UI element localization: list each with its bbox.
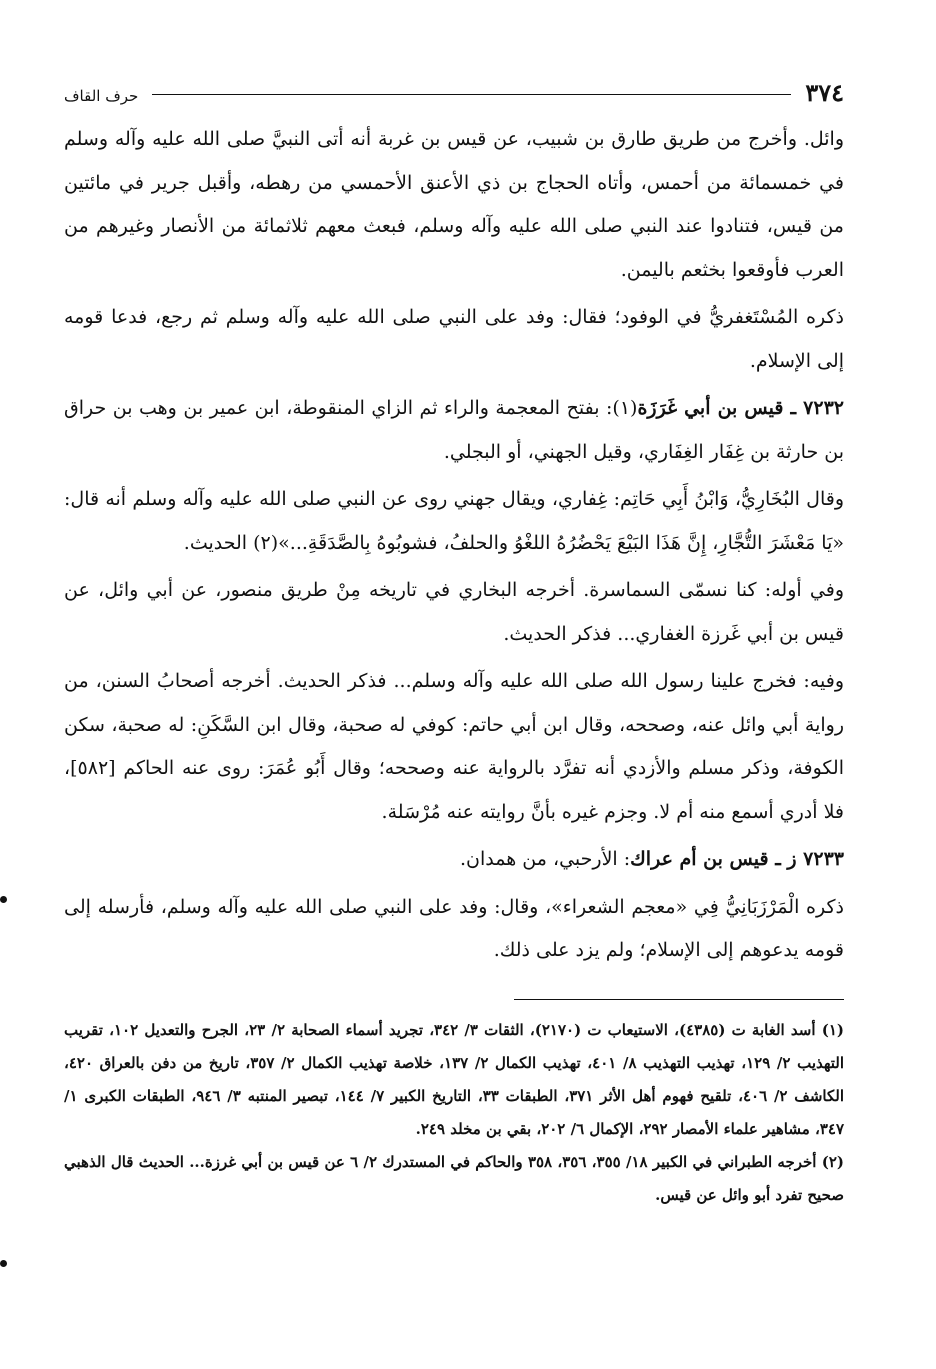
footnote bbox=[64, 1014, 844, 1146]
page-header bbox=[64, 78, 844, 112]
entry-heading: ٧٢٣٣ ز ـ قيس بن أم عراك bbox=[630, 848, 844, 870]
footnote-number: (٢) bbox=[821, 1152, 845, 1171]
paragraph bbox=[64, 478, 844, 565]
paragraph bbox=[64, 296, 844, 383]
footnotes bbox=[64, 1014, 844, 1212]
footnote-rule bbox=[514, 999, 844, 1000]
paragraph-text: وقال البُخَارِيُّ، وَابْنُ أَبِي حَاتِم: غِفاري، ويقال جهني روى عن النبي صلى الله عليه وآله وسلم أنه قال: «يَا مَعْشَرَ التُّجَّارِ، إِنَّ هَذَا البَيْعَ يَحْضُرُهُ اللغْوُ والحلفُ، فشوبُوهُ بِالصَّدَقَةِ...»(٢) الحديث. bbox=[64, 488, 845, 554]
running-title: حرف القاف bbox=[64, 87, 139, 105]
footnote-text: أخرجه الطبراني في الكبير ١٨/ ٣٥٥، ٣٥٦، ٣٥٨ والحاكم في المستدرك ٢/ ٦ عن قيس بن أبي غرزة... الحديث قال الذهبي صحيح تفرد أبو وائل عن قيس. bbox=[64, 1152, 844, 1204]
paragraph bbox=[64, 886, 844, 973]
entry-heading: ٧٢٣٢ ـ قيس بن أبي غَرَزَة bbox=[637, 397, 844, 419]
paragraph-text: وفيه: فخرج علينا رسول الله صلى الله عليه وآله وسلم... فذكر الحديث. أخرجه أصحابُ السنن، من رواية أبي وائل عنه، وصححه، وقال ابن أبي حاتم: كوفي له صحبة، وقال ابن السَّكَنِ: له صحبة، سكن الكوفة، وذكر مسلم والأزدي أنه تفرَّد بالرواية عنه وصححه؛ وقال أَبُو عُمَرَ: روى عنه الحاكم [٥٨٢]، فلا أدري أسمع منه أم لا. وجزم غيره بأنَّ روايته عنه مُرْسَلة. bbox=[64, 670, 844, 823]
footnote-text: أسد الغابة ت (٤٣٨٥)، الاستيعاب ت (٢١٧٠)، الثقات ٣/ ٣٤٢، تجريد أسماء الصحابة ٢/ ٢٣، الجرح والتعديل ١٠٢، تقريب التهذيب ٢/ ١٢٩، تهذيب التهذيب ٨/ ٤٠١، تهذيب الكمال ٢/ ١٣٧، خلاصة تهذيب الكمال ٢/ ٣٥٧، تاريخ من دفن بالعراق ٤٢٠، الكاشف ٢/ ٤٠٦، تلقيح فهوم أهل الأثر ٣٧١، الطبقات ٣٣، التاريخ الكبير ٧/ ١٤٤، تبصير المنتبه ٣/ ٩٤٦، الطبقات الكبرى ١/ ٣٤٧، مشاهير علماء الأمصار ٢٩٢، الإكمال ٦/ ٢٠٢، بقي بن مخلد ٢٤٩. bbox=[64, 1020, 845, 1138]
footnote bbox=[64, 1146, 844, 1212]
paragraph bbox=[64, 660, 844, 834]
entry-7233 bbox=[64, 838, 844, 882]
footnote-number: (١) bbox=[821, 1020, 844, 1039]
paragraph-text: (١): بفتح المعجمة والراء ثم الزاي المنقوطة، ابن عمير بن وهب بن حراق بن حارثة بن غِفَار الغِفَاري، وقيل الجهني، أو البجلي. bbox=[64, 397, 844, 463]
paragraph-text: ذكره المُسْتَغفريُّ في الوفود؛ فقال: وفد على النبي صلى الله عليه وآله وسلم ثم رجع، فدعا قومه إلى الإسلام. bbox=[64, 306, 844, 372]
page-number: ٣٧٤ bbox=[805, 78, 844, 107]
header-rule bbox=[152, 94, 791, 95]
paragraph bbox=[64, 118, 844, 292]
main-text bbox=[64, 118, 844, 973]
paragraph bbox=[64, 569, 844, 656]
margin-dot bbox=[0, 896, 7, 903]
paragraph-text: وائل. وأخرج من طريق طارق بن شبيب، عن قيس بن غربة أنه أتى النبيَّ صلى الله عليه وآله وسلم في خمسمائة من أحمس، وأتاه الحجاج بن ذي الأعنق الأحمسي من رهطه، وأقبل جرير في مائتين من قيس، فتنادوا عند النبي صلى الله عليه وآله وسلم، فبعث معهم ثلاثمائة من الأنصار وغيرهم من العرب فأوقعوا بخثعم باليمن. bbox=[64, 128, 844, 281]
page bbox=[64, 78, 844, 1212]
entry-7232 bbox=[64, 387, 844, 474]
margin-dot bbox=[0, 1260, 7, 1267]
paragraph-text: : الأرحبي، من همدان. bbox=[459, 848, 631, 870]
paragraph-text: ذكره الْمَرْزَبَانِيُّ فِي «معجم الشعراء»، وقال: وفد على النبي صلى الله عليه وآله وسلم، فأرسله إلى قومه يدعوهم إلى الإسلام؛ ولم يزد على ذلك. bbox=[64, 895, 844, 961]
paragraph-text: وفي أوله: كنا نسمّى السماسرة. أخرجه البخاري في تاريخه مِنْ طريق منصور، عن أبي وائل، عن قيس بن أبي غَرزة الغفاري... فذكر الحديث. bbox=[64, 579, 844, 645]
